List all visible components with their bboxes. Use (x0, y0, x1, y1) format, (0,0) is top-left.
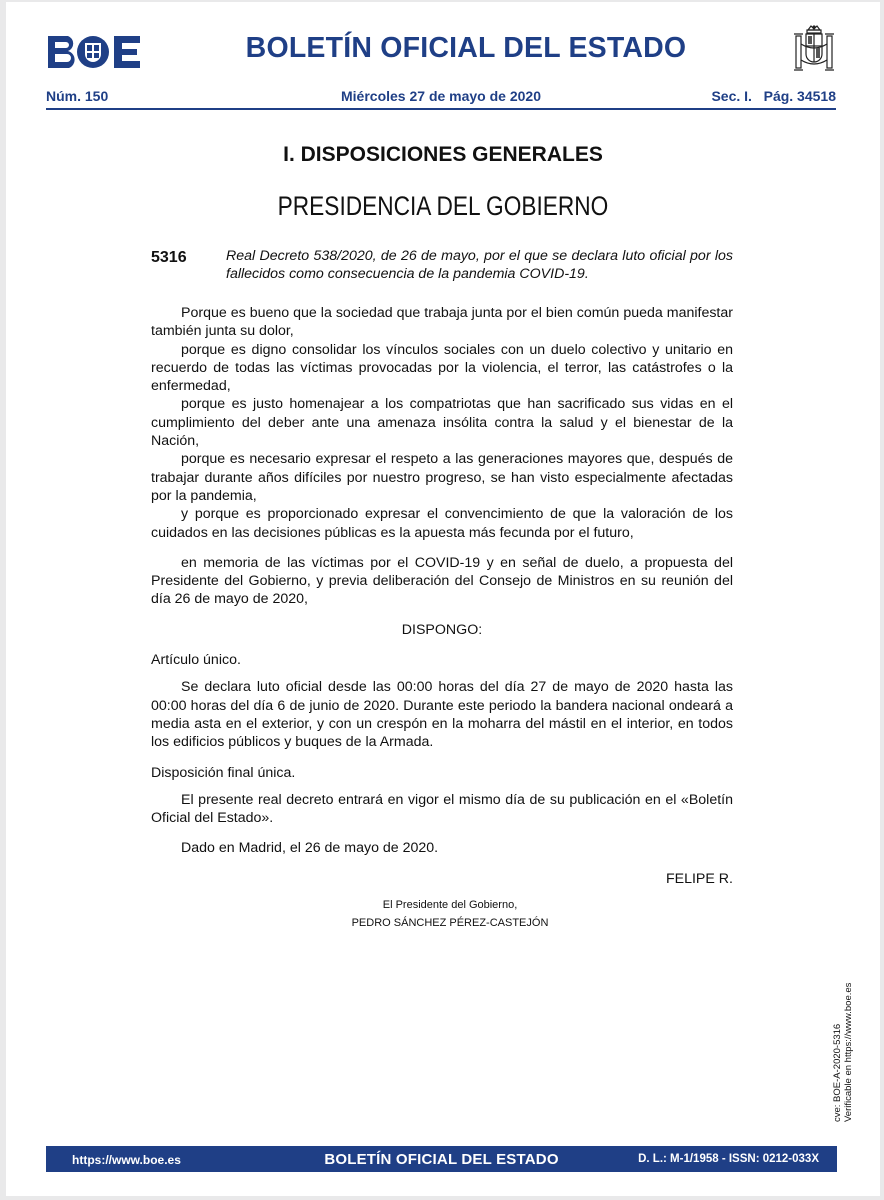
paragraph: Porque es bueno que la sociedad que trabaja junta por el bien común pueda manifestar también junta su dolor, (151, 305, 733, 340)
final-provision-heading: Disposición final única. (151, 764, 296, 781)
issue-date: Miércoles 27 de mayo de 2020 (341, 88, 541, 104)
boe-logo (46, 34, 142, 70)
footer-bar (46, 1146, 837, 1172)
masthead-title: BOLETÍN OFICIAL DEL ESTADO (245, 32, 687, 64)
cve-code: cve: BOE-A-2020-5316 (832, 1023, 843, 1122)
document-title: Real Decreto 538/2020, de 26 de mayo, por el que se declara luto oficial por los fallecidos como consecuencia de la pandemia COVID-19. (226, 248, 733, 282)
paragraph: en memoria de las víctimas por el COVID-19 y en señal de duelo, a propuesta del Presidente del Gobierno, y previa deliberación del Consejo de Ministros en su reunión del día 26 de mayo de 2020, (151, 554, 733, 608)
signatory-name: PEDRO SÁNCHEZ PÉREZ-CASTEJÓN (351, 917, 549, 929)
ministry-heading: PRESIDENCIA DEL GOBIERNO (277, 191, 609, 221)
cve-verification (832, 822, 854, 1122)
document-number: 5316 (151, 249, 187, 266)
article-text: Se declara luto oficial desde las 00:00 horas del día 27 de mayo de 2020 hasta las 00:00 horas del día 6 de junio de 2020. Durante este periodo la bandera nacional ondeará a media asta en el exterior, y con un crespón en la moharra del mástil en el interior, en todos los edificios públicos y buques de la Armada. (151, 679, 733, 751)
paragraph: porque es digno consolidar los vínculos sociales con un duelo colectivo y unitario en recuerdo de todas las víctimas provocadas por la violencia, el terror, las catástrofes o la enfermedad, (151, 341, 733, 395)
footer-legal: D. L.: M-1/1958 - ISSN: 0212-033X (638, 1153, 819, 1165)
final-provision-text: El presente real decreto entrará en vigor el mismo día de su publicación en el «Boletín Oficial del Estado». (151, 791, 733, 827)
paragraph: porque es justo homenajear a los compatriotas que han sacrificado sus vidas en el cumplimiento del deber ante una amenaza insólita contra la salud y el bienestar de la Nación, (151, 396, 733, 450)
cve-verify-link[interactable]: Verificable en https://www.boe.es (843, 982, 854, 1122)
signatory-role: El Presidente del Gobierno, (382, 899, 518, 911)
section-page: Sec. I. Pág. 34518 (711, 88, 836, 104)
coat-of-arms-icon (792, 24, 836, 76)
article-heading: Artículo único. (151, 652, 241, 669)
paragraph: porque es necesario expresar el respeto a las generaciones mayores que, después de trabajar durante años difíciles por nuestro progreso, se han visto especialmente afectadas por la pandemia, (151, 451, 733, 504)
section-heading: I. DISPOSICIONES GENERALES (283, 143, 603, 166)
signatory-block (6, 896, 880, 932)
header-rule (46, 108, 836, 110)
boe-page (6, 2, 880, 1196)
document-body (151, 304, 733, 888)
footer-url-link[interactable]: https://www.boe.es (72, 1153, 181, 1167)
paragraph: y porque es proporcionado expresar el convencimiento de que la valoración de los cuidados en las decisiones públicas es la apuesta más fecunda por el futuro, (151, 506, 733, 541)
issue-number: Núm. 150 (46, 88, 109, 104)
footer-title: BOLETÍN OFICIAL DEL ESTADO (324, 1151, 559, 1168)
dispongo-heading: DISPONGO: (401, 621, 483, 638)
dado-en-madrid: Dado en Madrid, el 26 de mayo de 2020. (181, 840, 439, 857)
king-signature: FELIPE R. (665, 870, 733, 887)
